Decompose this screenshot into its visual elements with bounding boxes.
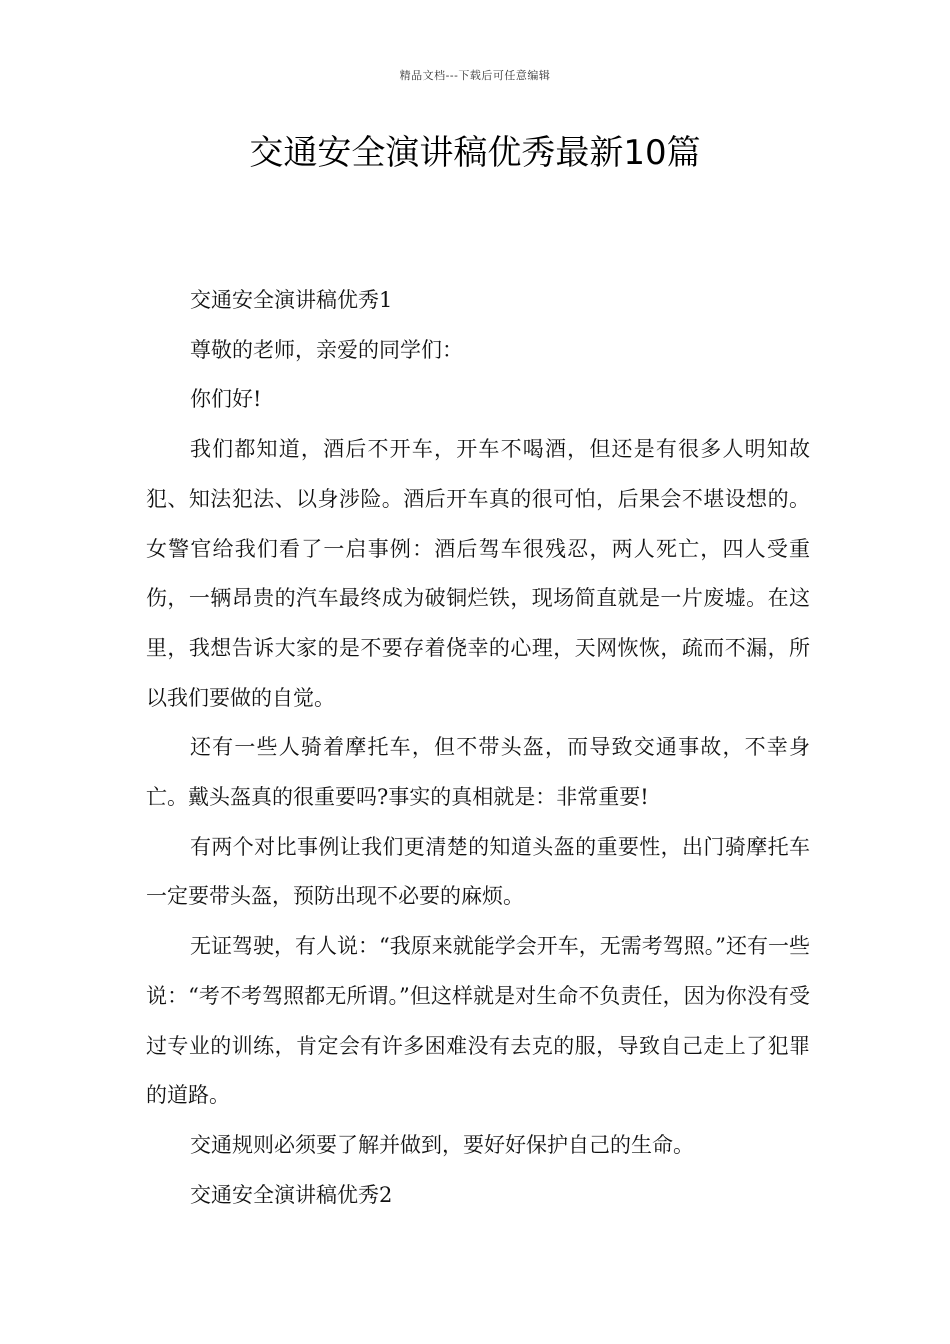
document-body bbox=[146, 276, 810, 1220]
document-title: 交通安全演讲稿优秀最新10篇 bbox=[249, 133, 701, 173]
body-paragraph: 有两个对比事例让我们更清楚的知道头盔的重要性，出门骑摩托车一定要带头盔，预防出现不必要的麻烦。 bbox=[146, 834, 810, 909]
salutation: 尊敬的老师，亲爱的同学们： bbox=[190, 337, 463, 362]
section-heading: 交通安全演讲稿优秀2 bbox=[190, 1182, 393, 1207]
body-paragraph: 我们都知道，酒后不开车，开车不喝酒，但还是有很多人明知故犯、知法犯法、以身涉险。酒后开车真的很可怕，后果会不堪设想的。女警官给我们看了一启事例：酒后驾车很残忍，两人死亡，四人受重伤，一辆昂贵的汽车最终成为破铜烂铁，现场简直就是一片废墟。在这里，我想告诉大家的是不要存着侥幸的心理，天网恢恢，疏而不漏，所以我们要做的自觉。 bbox=[146, 437, 810, 710]
header-note: 精品文档---下载后可任意编辑 bbox=[399, 69, 551, 82]
body-paragraph: 交通规则必须要了解并做到，要好好保护自己的生命。 bbox=[190, 1132, 694, 1157]
body-paragraph: 无证驾驶，有人说：“我原来就能学会开车，无需考驾照。”还有一些说：“考不考驾照都无所谓。”但这样就是对生命不负责任，因为你没有受过专业的训练，肯定会有许多困难没有去克的服，导致自己走上了犯罪的道路。 bbox=[146, 934, 810, 1108]
section-heading: 交通安全演讲稿优秀1 bbox=[190, 288, 393, 312]
body-paragraph: 还有一些人骑着摩托车，但不带头盔，而导致交通事故，不幸身亡。戴头盔真的很重要吗?事实的真相就是：非常重要! bbox=[146, 735, 810, 810]
greeting: 你们好! bbox=[190, 387, 262, 412]
